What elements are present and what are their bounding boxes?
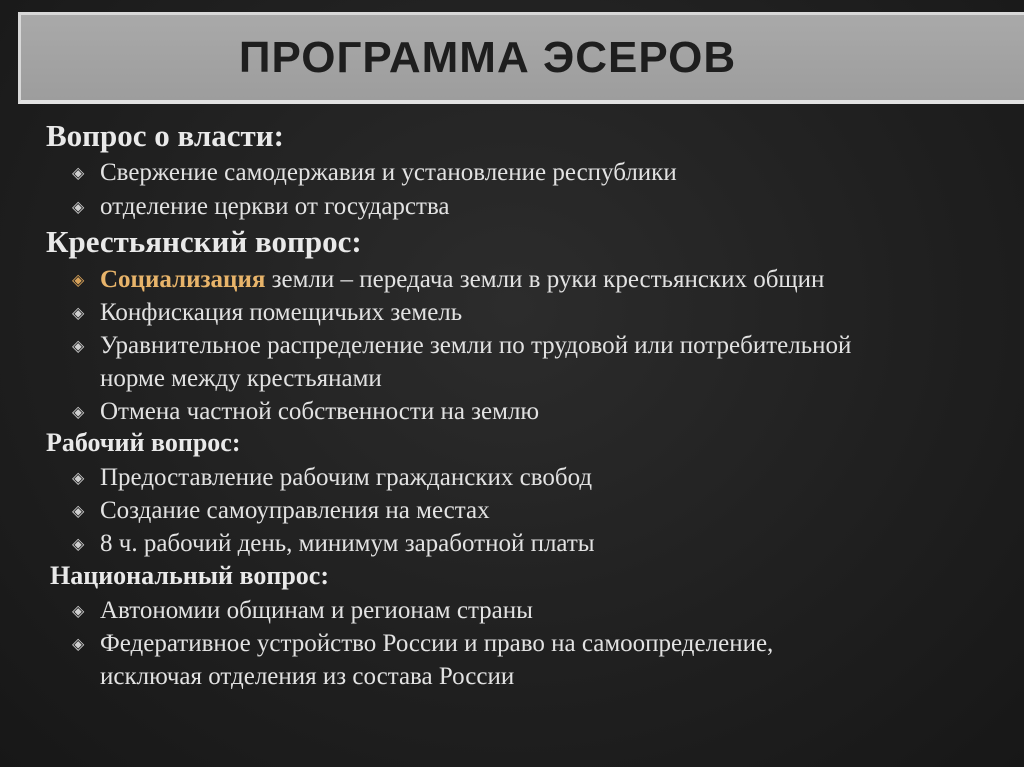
diamond-bullet-icon: ◈ (72, 272, 85, 289)
slide-title: ПРОГРАММА ЭСЕРОВ (238, 32, 737, 82)
section-heading-labor: Рабочий вопрос: (46, 428, 241, 457)
section-heading-peasant: Крестьянский вопрос: (46, 224, 362, 259)
section-heading-national: Национальный вопрос: (50, 561, 329, 590)
diamond-bullet-icon: ◈ (72, 603, 85, 620)
section-heading-power: Вопрос о власти: (46, 118, 284, 153)
diamond-bullet-icon: ◈ (72, 536, 85, 553)
highlight-term: Социализация (100, 266, 266, 293)
diamond-bullet-icon: ◈ (72, 305, 85, 322)
diamond-bullet-icon: ◈ (72, 503, 85, 520)
diamond-bullet-icon: ◈ (72, 199, 85, 216)
diamond-bullet-icon: ◈ (72, 636, 85, 653)
diamond-bullet-icon: ◈ (72, 404, 85, 421)
diamond-bullet-icon: ◈ (72, 165, 85, 182)
slide-content: Вопрос о власти: ◈ Свержение самодержавия и установление республики ◈ отделение церкви от государства Крестьянский вопрос: ◈ Социализация земли – передача земли в руки крестьянских общин ◈ Конфискация помещичьих земель ◈ Уравнительное распределение земли по трудовой или потребительной норме между крестьянами ◈ Отмена частной собственности на землю Рабочий вопрос: ◈ Предоставление рабочим гражданских свобод ◈ Создание самоуправления на местах ◈ 8 ч. рабочий день, минимум заработной платы Национальный вопрос: ◈ Автономии общинам и регионам страны ◈ Федеративное устройство России и право на самоопределение, исключая отделения из состава России (46, 118, 852, 690)
diamond-bullet-icon: ◈ (72, 338, 85, 355)
diamond-bullet-icon: ◈ (72, 470, 85, 487)
